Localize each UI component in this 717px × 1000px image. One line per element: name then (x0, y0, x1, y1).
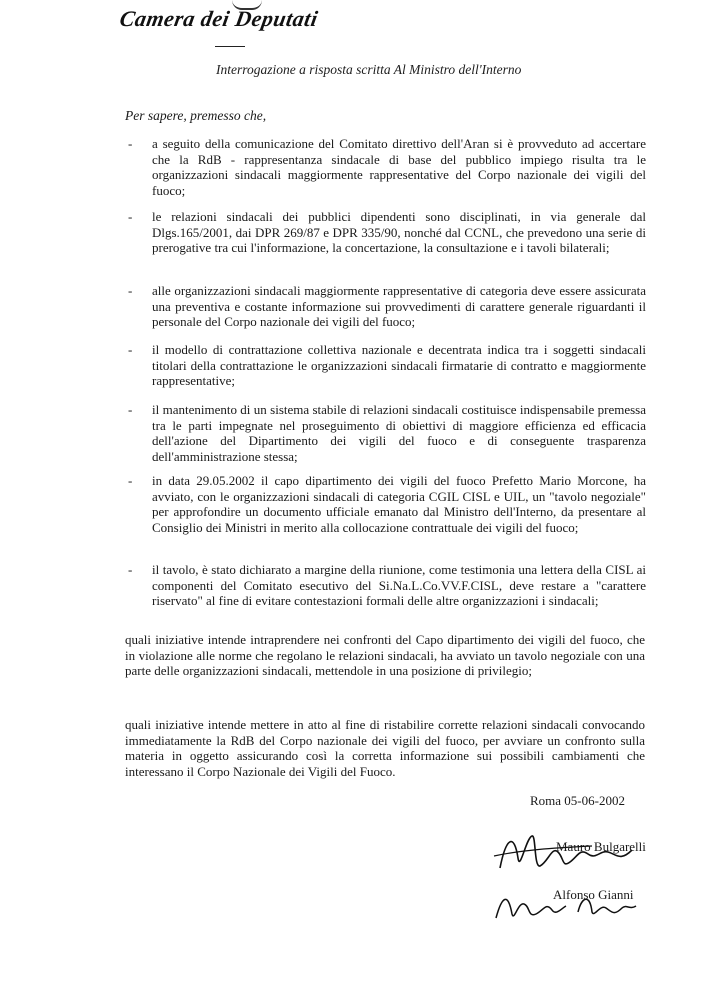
bullet-marker: - (128, 562, 133, 577)
bullet-paragraph-2: le relazioni sindacali dei pubblici dipendenti sono disciplinati, in via generale dal Dlgs.165/2001, dai DPR 269/87 e DPR 335/90, nonché dal CCNL, che prevedono una serie di prerogative tra cui l'informazione, la concertazione, la consultazione e i tavoli bilaterali; (152, 209, 646, 255)
bullet-paragraph-7: il tavolo, è stato dichiarato a margine della riunione, come testimonia una lettera della CISL ai componenti del Comitato esecutivo del Si.Na.L.Co.VV.F.CISL, deve restare a "carattere riservato" al fine di evitare contestazioni formali delle altre organizzazioni i sindacali; (152, 562, 646, 608)
bullet-marker: - (128, 342, 133, 357)
bullet-paragraph-6: in data 29.05.2002 il capo dipartimento dei vigili del fuoco Prefetto Mario Morcone, ha avviato, con le organizzazioni sindacali di categoria CGIL CISL e UIL, un "tavolo negoziale" per approfondire un documento ufficiale emanato dal Ministro dell'Interno, da presentare al Consiglio dei Ministri in merito alla collocazione contrattuale dei vigili del fuoco; (152, 473, 646, 535)
bullet-marker: - (128, 136, 133, 151)
bullet-paragraph-3: alle organizzazioni sindacali maggiormente rappresentative di categoria deve essere assicurata una preventiva e costante informazione sui provvedimenti di carattere generale riguardanti il personale del Corpo nazionale dei vigili del fuoco; (152, 283, 646, 329)
document-subject: Interrogazione a risposta scritta Al Ministro dell'Interno (216, 62, 522, 77)
signature-mark (490, 882, 640, 928)
bullet-paragraph-5: il mantenimento di un sistema stabile di relazioni sindacali costituisce indispensabile premessa tra le parti impegnate nel proseguimento di obiettivi di maggiore efficienza ed efficacia dell'azione del Dipartimento dei vigili del fuoco e di conseguente trasparenza dell'amministrazione stessa; (152, 402, 646, 464)
chamber-title: Camera dei Deputati (117, 6, 321, 31)
place-and-date: Roma 05-06-2002 (530, 793, 625, 808)
intro-text: Per sapere, premesso che, (125, 108, 267, 123)
title-underline (215, 46, 245, 47)
bullet-paragraph-4: il modello di contrattazione collettiva nazionale e decentrata indica tra i soggetti sindacali titolari della contrattazione le organizzazioni sindacali firmatarie di contratto e maggiormente rappresentative; (152, 342, 646, 388)
bullet-marker: - (128, 209, 133, 224)
signature-mark (492, 828, 652, 878)
bullet-marker: - (128, 473, 133, 488)
bullet-paragraph-1: a seguito della comunicazione del Comitato direttivo dell'Aran si è provveduto ad accertare che la RdB - rappresentanza sindacale di base del pubblico impiego risulta tra le organizzazioni sindacali maggiormente rappresentative del Corpo nazionale dei vigili del fuoco; (152, 136, 646, 198)
question-paragraph-2: quali iniziative intende mettere in atto al fine di ristabilire corrette relazioni sindacali convocando immediatamente la RdB del Corpo nazionale dei vigili del fuoco, per avviare un confronto sulla materia in oggetto assicurando così la corretta informazione sui possibili cambiamenti che interessano il Corpo Nazionale dei Vigili del Fuoco. (125, 717, 645, 779)
question-paragraph-1: quali iniziative intende intraprendere nei confronti del Capo dipartimento dei vigili del fuoco, che in violazione alle norme che regolano le relazioni sindacali, ha avviato un tavolo negoziale con una parte delle organizzazioni sindacali, mettendole in una posizione di privilegio; (125, 632, 645, 678)
bullet-marker: - (128, 402, 133, 417)
bullet-marker: - (128, 283, 133, 298)
signatory-name: Mauro Bulgarelli (556, 839, 646, 854)
signatory-name: Alfonso Gianni (553, 887, 634, 902)
